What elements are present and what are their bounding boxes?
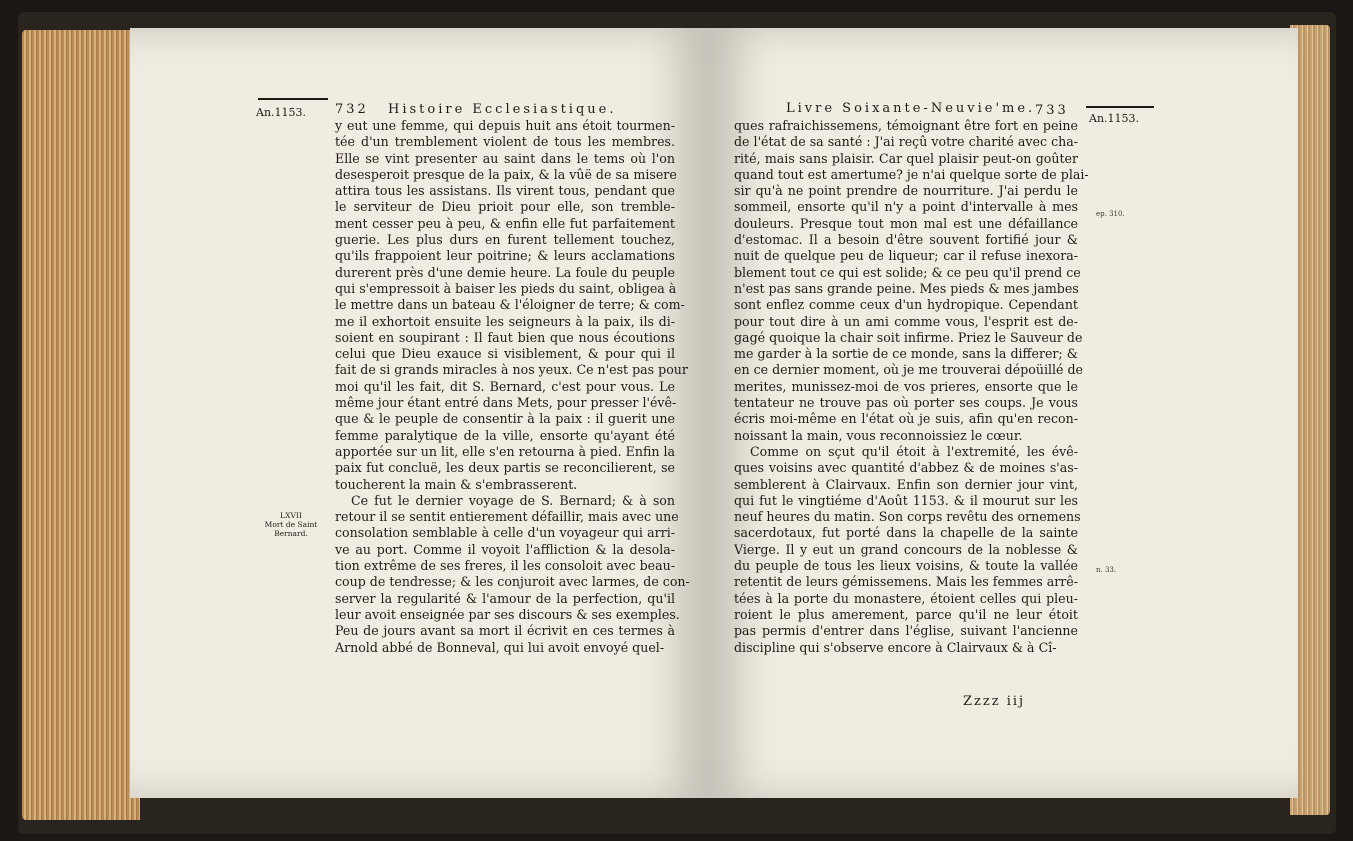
text-line: nuit de quelque peu de liqueur; car il refuse inexora-: [734, 248, 1078, 264]
text-line: qui fut le vingtiéme d'Août 1153. & il mourut sur les: [734, 492, 1078, 508]
text-line: coup de tendresse; & les conjuroit avec larmes, de con-: [335, 574, 690, 590]
text-line: tées à la porte du monastere, étoient celles qui pleu-: [734, 590, 1078, 606]
text-line: quand tout est amertume? je n'ai quelque sorte de plai-: [734, 166, 1089, 182]
text-line: ment cesser peu à peu, & enfin elle fut parfaitement: [335, 215, 675, 231]
text-line: paix fut concluë, les deux partis se reconcilierent, se: [335, 460, 675, 476]
text-line: tentateur ne trouve pas où porter ses coups. Je vous: [734, 395, 1078, 411]
text-line: Ce fut le dernier voyage de S. Bernard; & à son: [351, 492, 675, 508]
text-line: durerent près d'une demie heure. La foule du peuple: [335, 264, 675, 280]
text-line: rité, mais sans plaisir. Car quel plaisir peut-on goûter: [734, 150, 1078, 166]
text-line: femme paralytique de la ville, ensorte qu'ayant été: [335, 427, 675, 443]
right-body-text: [734, 118, 1089, 656]
text-line: blement tout ce qui est solide; & ce peu qu'il prend ce: [734, 264, 1081, 280]
text-line: même jour étant entré dans Mets, pour presser l'évê-: [335, 395, 677, 411]
text-line: soient en soupirant : Il faut bien que nous écoutions: [335, 329, 675, 345]
text-line: server la regularité & l'amour de la perfection, qu'il: [335, 590, 675, 606]
text-line: le serviteur de Dieu prioit pour elle, son tremble-: [335, 199, 675, 215]
text-line: ve au port. Comme il voyoit l'affliction & la desola-: [335, 541, 675, 557]
text-line: qui s'empressoit à baiser les pieds du saint, obligea à: [335, 280, 677, 296]
text-line: neuf heures du matin. Son corps revêtu des ornemens: [734, 509, 1081, 525]
margin-note-number: n. 33.: [1096, 566, 1117, 574]
right-page: [708, 28, 1298, 798]
text-line: Vierge. Il y eut un grand concours de la noblesse &: [734, 541, 1078, 557]
text-line: retour il se sentit entierement défaillir, mais avec une: [335, 509, 679, 525]
right-page-number: 733: [1035, 103, 1069, 118]
left-page-edges: [22, 30, 140, 820]
text-line: consolation semblable à celle d'un voyageur qui arri-: [335, 525, 675, 541]
text-line: sacerdotaux, fut porté dans la chapelle de la sainte: [734, 525, 1078, 541]
right-year-anno: An.1153.: [1089, 112, 1140, 125]
text-line: Elle se vint presenter au saint dans le tems où l'on: [335, 150, 675, 166]
text-line: guerie. Les plus durs en furent tellement touchez,: [335, 232, 675, 248]
right-header-rule: [1086, 106, 1154, 108]
text-line: Comme on sçut qu'il étoit à l'extremité, les évê-: [750, 443, 1078, 459]
text-line: me il exhortoit ensuite les seigneurs à la paix, ils di-: [335, 313, 675, 329]
sidenote-line: Mort de Saint: [264, 520, 318, 529]
text-line: de l'état de sa santé : J'ai reçû votre charité avec cha-: [734, 134, 1078, 150]
right-running-title: Livre Soixante-Neuvie'me.: [786, 101, 1036, 116]
left-header-rule: [258, 98, 328, 100]
text-line: n'est pas sans grande peine. Mes pieds & mes jambes: [734, 280, 1079, 296]
text-line: roient le plus amerement, parce qu'il ne leur étoit: [734, 606, 1078, 622]
text-line: le mettre dans un bateau & l'éloigner de terre; & com-: [335, 297, 685, 313]
text-line: tion extrême de ses freres, il les consoloit avec beau-: [335, 558, 675, 574]
text-line: sommeil, ensorte qu'il n'y a point d'intervalle à mes: [734, 199, 1078, 215]
text-line: y eut une femme, qui depuis huit ans étoit tourmen-: [335, 118, 675, 133]
text-line: en ce dernier moment, où je me trouverai dépoüillé de: [734, 362, 1084, 378]
text-line: du peuple de tous les lieux voisins, & toute la vallée: [734, 558, 1078, 574]
signature-mark: Zzzz iij: [963, 694, 1026, 709]
text-line: d'estomac. Il a besoin d'être souvent fortifié jour &: [734, 232, 1078, 248]
text-line: discipline qui s'observe encore à Clairvaux & à Cî-: [734, 639, 1057, 655]
text-line: sir qu'à ne point prendre de nourriture. J'ai perdu le: [734, 183, 1078, 199]
text-line: attira tous les assistans. Ils virent tous, pendant que: [335, 183, 675, 199]
left-page: [130, 28, 708, 798]
text-line: apportée sur un lit, elle s'en retourna à pied. Enfin la: [335, 443, 675, 459]
left-sidenote: [248, 511, 334, 538]
text-line: sont enflez comme ceux d'un hydropique. Cependant: [734, 297, 1078, 313]
left-page-number: 732: [335, 102, 369, 117]
text-line: fait de si grands miracles à nos yeux. Ce n'est pas pour: [335, 362, 688, 378]
text-line: ques rafraichissemens, témoignant être fort en peine: [734, 118, 1078, 133]
text-line: gagé quoique la chair soit infirme. Priez le Sauveur de: [734, 329, 1083, 345]
text-line: moi qu'il les fait, dit S. Bernard, c'est pour vous. Le: [335, 378, 675, 394]
left-year-anno: An.1153.: [256, 106, 307, 119]
text-line: semblerent à Clairvaux. Enfin son dernier jour vint,: [734, 476, 1078, 492]
text-line: que & le peuple de consentir à la paix : il guerit une: [335, 411, 675, 427]
text-line: tée d'un tremblement violent de tous les membres.: [335, 134, 675, 150]
text-line: douleurs. Presque tout mon mal est une défaillance: [734, 215, 1078, 231]
text-line: celui que Dieu exauce si visiblement, & pour qui il: [335, 346, 675, 362]
left-body-text: [335, 118, 690, 656]
text-line: ques voisins avec quantité d'abbez & de moines s'as-: [734, 460, 1078, 476]
text-line: écris moi-même en l'état où je suis, afin qu'en recon-: [734, 411, 1078, 427]
text-line: leur avoit enseignée par ses discours & ses exemples.: [335, 606, 680, 622]
text-line: retentit de leurs gémissemens. Mais les femmes arrê-: [734, 574, 1078, 590]
text-line: qu'ils frappoient leur poitrine; & leurs acclamations: [335, 248, 675, 264]
text-line: pas permis d'entrer dans l'église, suivant l'ancienne: [734, 623, 1078, 639]
sidenote-number: LXVII: [280, 511, 302, 520]
sidenote-line: Bernard.: [274, 529, 308, 538]
text-line: noissant la main, vous reconnoissiez le cœur.: [734, 427, 1023, 443]
text-line: Arnold abbé de Bonneval, qui lui avoit envoyé quel-: [335, 639, 665, 655]
text-line: merites, munissez-moi de vos prieres, ensorte que le: [734, 378, 1078, 394]
text-line: pour tout dire à un ami comme vous, l'esprit est de-: [734, 313, 1078, 329]
text-line: me garder à la sortie de ce monde, sans la differer; &: [734, 346, 1078, 362]
text-line: toucherent la main & s'embrasserent.: [335, 476, 578, 492]
left-running-title: Histoire Ecclesiastique.: [388, 102, 617, 117]
margin-note-epistle: ep. 310.: [1096, 210, 1125, 218]
text-line: desesperoit presque de la paix, & la vûë de sa misere: [335, 166, 677, 182]
text-line: Peu de jours avant sa mort il écrivit en ces termes à: [335, 623, 675, 639]
